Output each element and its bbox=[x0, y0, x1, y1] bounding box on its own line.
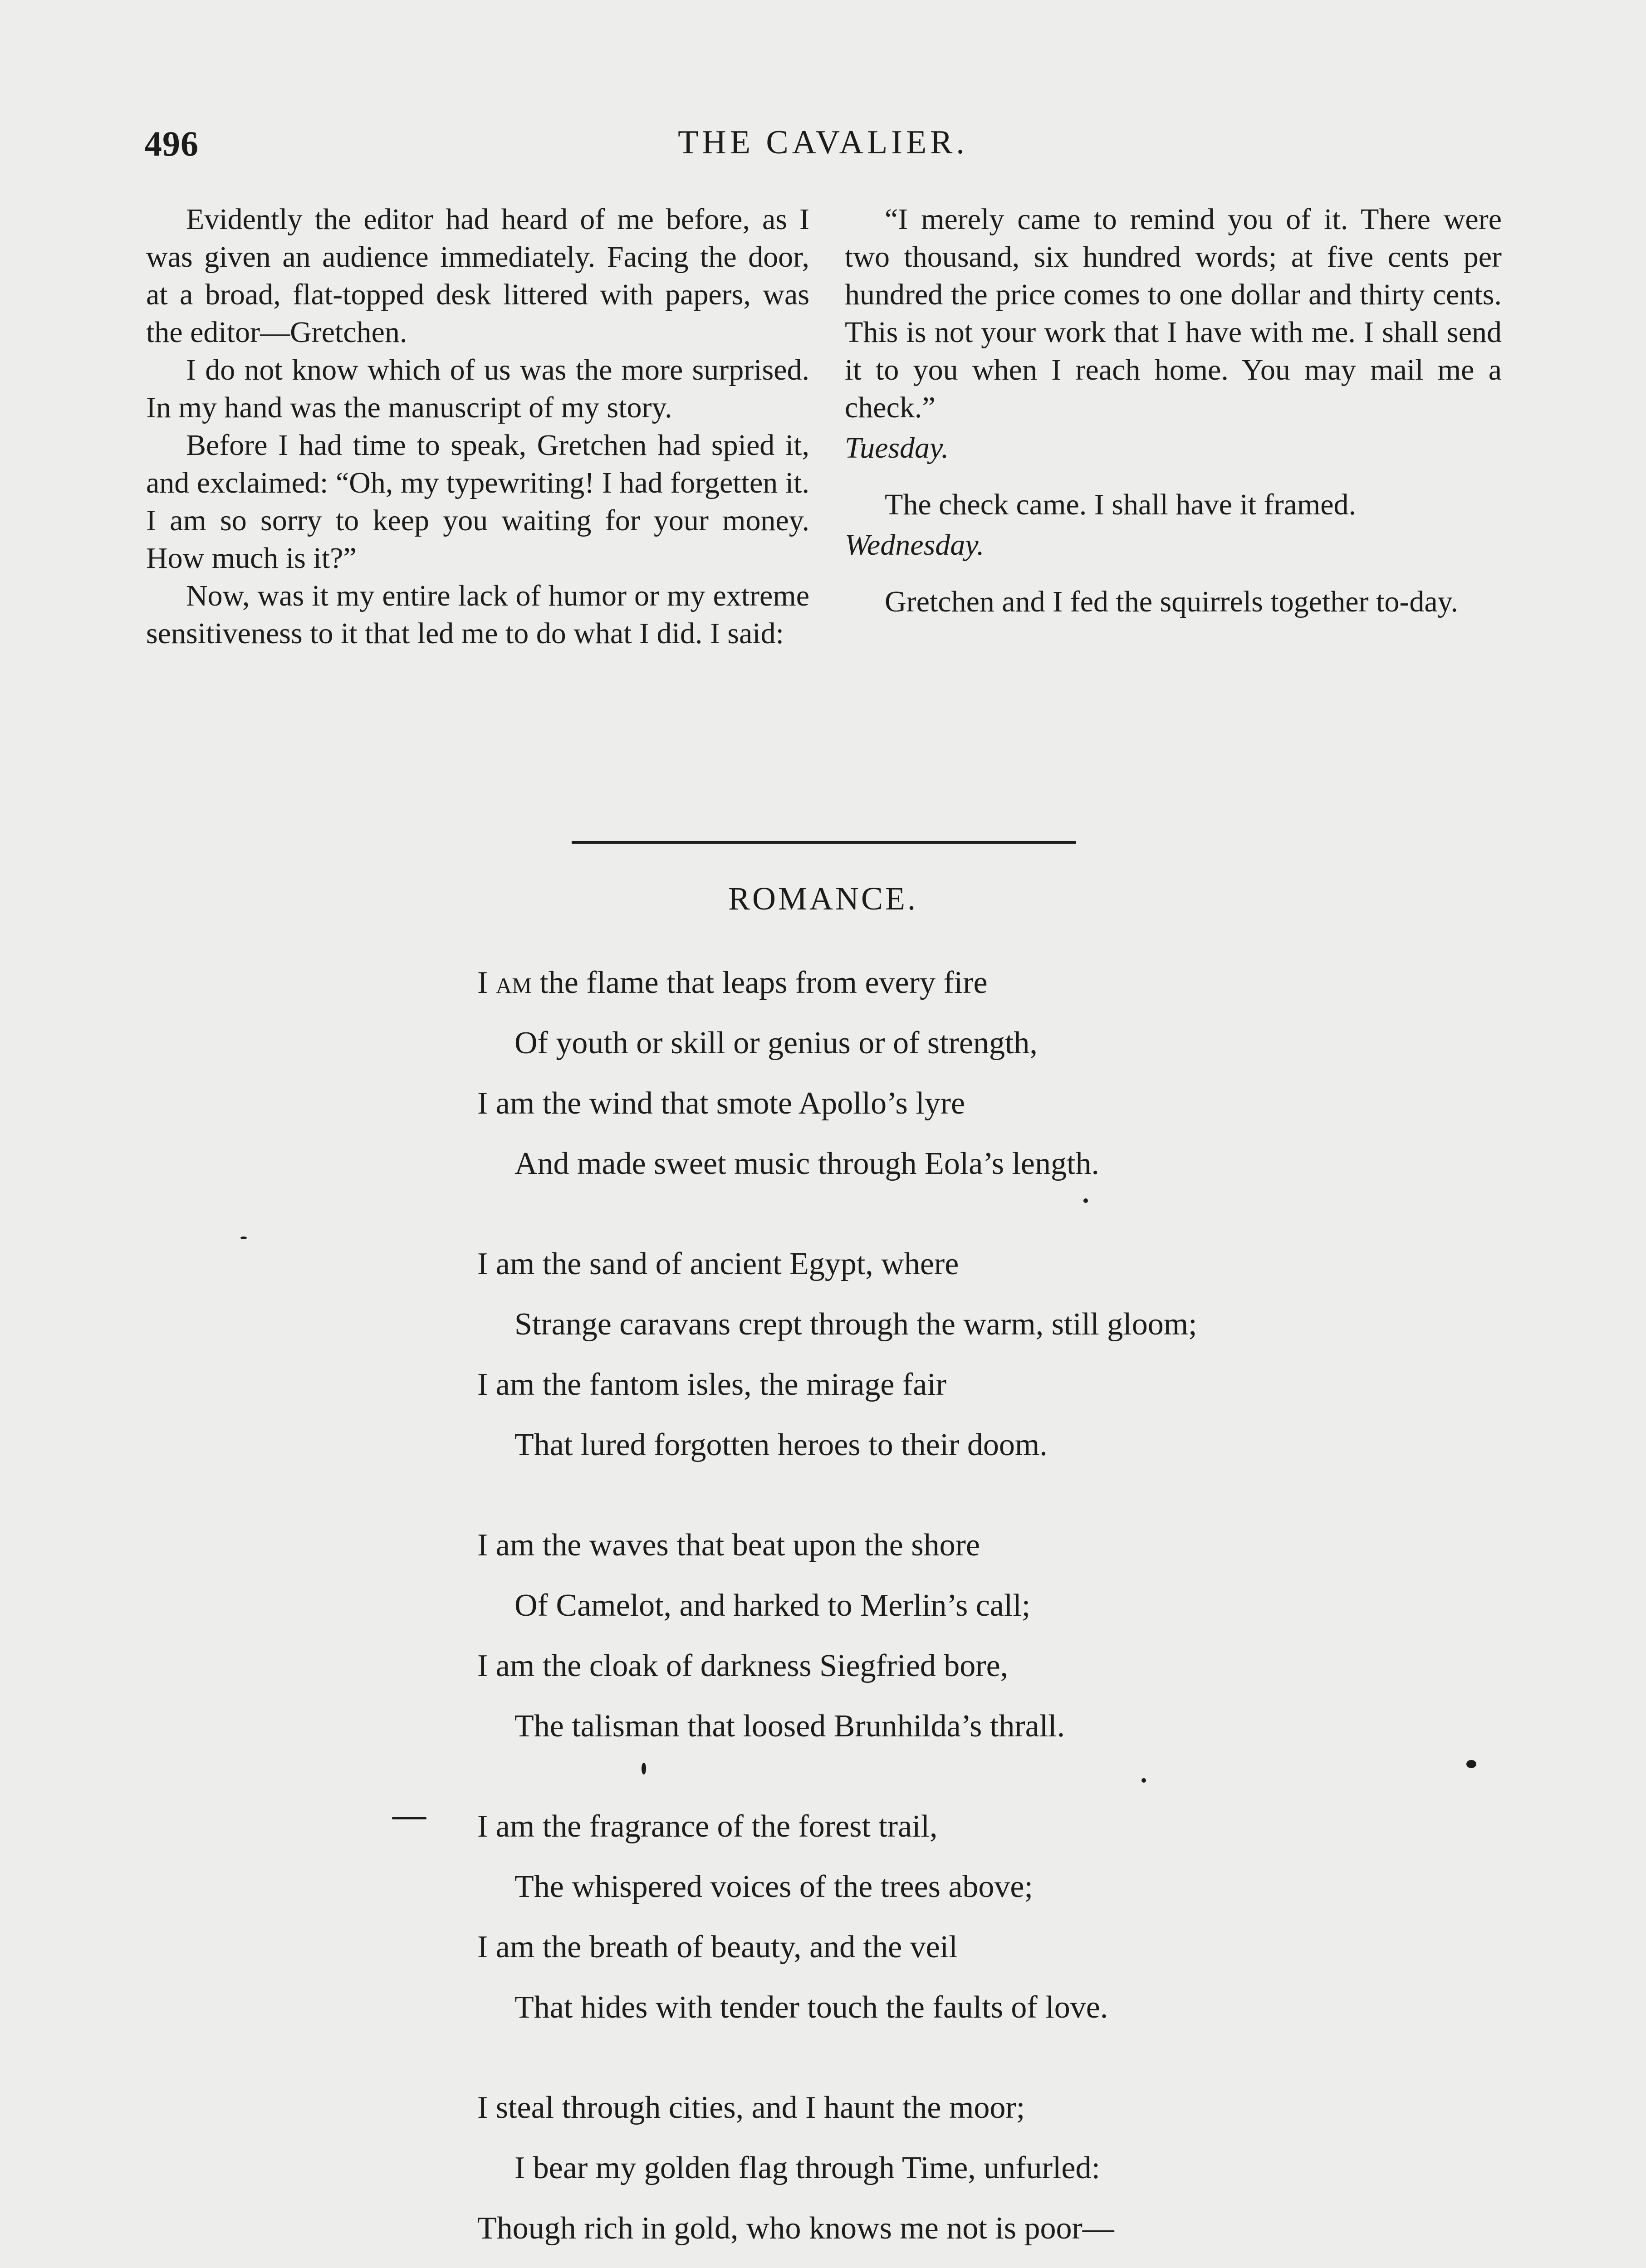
poem-line bbox=[477, 953, 1521, 1013]
stanza bbox=[477, 2077, 1521, 2268]
section-divider bbox=[572, 841, 1076, 844]
story-right-column bbox=[845, 200, 1502, 621]
poem-line: I am the waves that beat upon the shore bbox=[477, 1528, 980, 1563]
poem-line: Though rich in gold, who knows me not is poor— bbox=[477, 2211, 1114, 2246]
poem-line: Of youth or skill or genius or of strength, bbox=[514, 1026, 1038, 1061]
stanza bbox=[477, 1234, 1521, 1475]
story-paragraph: Before I had time to speak, Gretchen had spied it, and exclaimed: “Oh, my typewriting! I had forgetten it. I am so sorry to keep you waiting for your money. How much is it?” bbox=[146, 429, 809, 575]
story-paragraph: I do not know which of us was the more surprised. In my hand was the manuscript of my story. bbox=[146, 353, 809, 424]
dateline-tuesday: Tuesday. bbox=[845, 431, 949, 464]
story-paragraph: Gretchen and I fed the squirrels together to-day. bbox=[885, 585, 1458, 618]
story-paragraph: Now, was it my entire lack of humor or my extreme sensitiveness to it that led me to do what I did. I said: bbox=[146, 579, 809, 650]
running-head: THE CAVALIER. bbox=[678, 124, 968, 161]
poem-line: I am the cloak of darkness Siegfried bore, bbox=[477, 1648, 1009, 1683]
poem-line: I am the sand of ancient Egypt, where bbox=[477, 1246, 959, 1281]
poem-line: I am the wind that smote Apollo’s lyre bbox=[477, 1086, 965, 1121]
poem-line: The talisman that loosed Brunhilda’s thrall. bbox=[514, 1709, 1065, 1744]
poem-line: That hides with tender touch the faults of love. bbox=[514, 1990, 1108, 2025]
stanza bbox=[477, 1515, 1521, 1756]
poem-line-text: the flame that leaps from every fire bbox=[539, 965, 988, 1000]
poem-line: Strange caravans crept through the warm, still gloom; bbox=[514, 1307, 1197, 1342]
poem-line bbox=[477, 2258, 1521, 2268]
poem-line: I am the fragrance of the forest trail, bbox=[477, 1809, 938, 1844]
print-speck bbox=[1141, 1778, 1146, 1783]
poem-line: Of Camelot, and harked to Merlin’s call; bbox=[514, 1588, 1031, 1623]
print-speck bbox=[392, 1817, 426, 1819]
print-speck bbox=[240, 1237, 247, 1239]
story-left-column bbox=[146, 200, 809, 652]
poem-line: The whispered voices of the trees above; bbox=[514, 1869, 1033, 1904]
poem bbox=[477, 953, 1521, 2268]
page-number: 496 bbox=[144, 124, 199, 163]
print-speck bbox=[1083, 1198, 1088, 1203]
story-paragraph: Evidently the editor had heard of me before, as I was given an audience immediately. Facing the door, at a broad, flat-topped desk littered with papers, was the editor—Gretchen. bbox=[146, 203, 809, 349]
poem-title: ROMANCE. bbox=[728, 880, 918, 917]
poem-opening-words: I am bbox=[477, 965, 532, 1000]
poem-line: I am the breath of beauty, and the veil bbox=[477, 1930, 958, 1965]
poem-line: And made sweet music through Eola’s length. bbox=[514, 1146, 1099, 1181]
stanza bbox=[477, 1796, 1521, 2038]
stanza bbox=[477, 953, 1521, 1194]
poem-line: That lured forgotten heroes to their doom. bbox=[514, 1427, 1048, 1462]
poem-line: I bear my golden flag through Time, unfurled: bbox=[514, 2151, 1100, 2185]
dateline-wednesday: Wednesday. bbox=[845, 528, 985, 562]
print-speck bbox=[1466, 1760, 1476, 1768]
story-paragraph: “I merely came to remind you of it. There were two thousand, six hundred words; at five cents per hundred the price comes to one dollar and thirty cents. This is not your work that I have with me. I shall send it to you when I reach home. You may mail me a check.” bbox=[845, 203, 1502, 424]
print-speck bbox=[642, 1763, 646, 1774]
poem-line: I steal through cities, and I haunt the moor; bbox=[477, 2090, 1025, 2125]
poem-line: I am the fantom isles, the mirage fair bbox=[477, 1367, 947, 1402]
story-paragraph: The check came. I shall have it framed. bbox=[885, 488, 1356, 521]
